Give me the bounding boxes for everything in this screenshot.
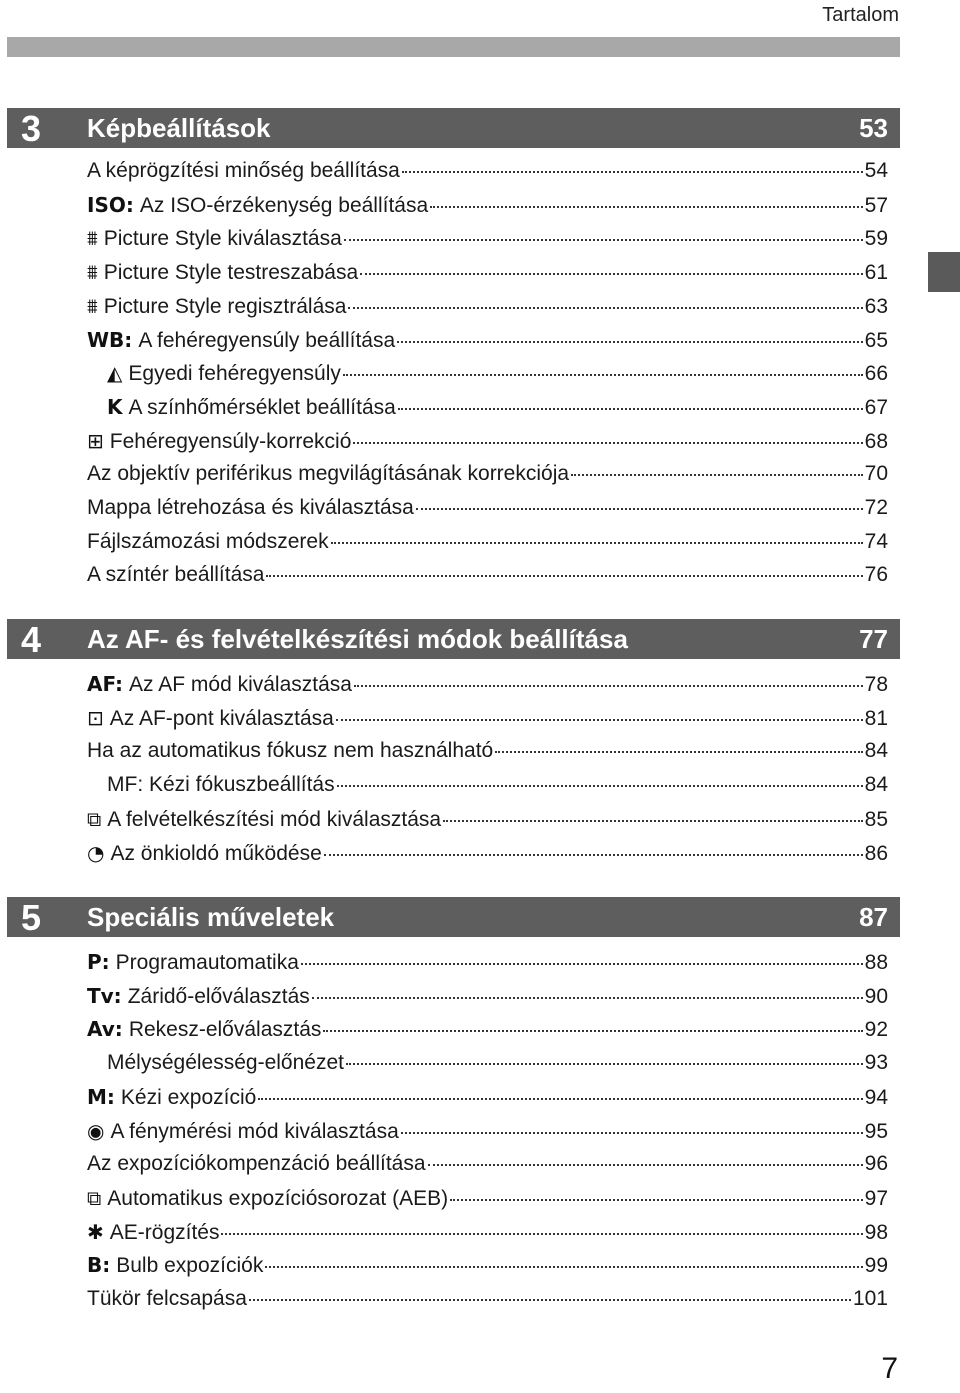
toc-label: AE-rögzítés [109,1220,220,1244]
toc-page-ref: 93 [864,1051,888,1075]
dot-leader [301,962,863,965]
toc-label: Bulb expozíciók [116,1254,264,1278]
toc-entry [87,838,888,868]
dot-leader [336,718,863,721]
manual-mode-icon: M: [87,1084,115,1109]
toc-label: Fájlszámozási módszerek [87,529,329,553]
chapter-bar [7,619,900,659]
toc-entry [87,493,888,523]
toc-page-ref: 66 [864,362,888,386]
dot-leader [344,238,863,241]
dot-leader [360,272,863,275]
toc-entry [87,325,888,355]
aperture-priority-icon: Av: [87,1017,123,1042]
toc-entry [87,1284,888,1314]
af-point-icon: ⊡ [87,705,104,730]
picture-style-icon: ⩩ [87,293,98,318]
dot-leader [343,373,863,376]
dot-leader [221,1232,862,1235]
dot-leader [495,750,862,753]
dot-leader [571,473,863,476]
toc-entry [107,1048,888,1078]
iso-icon: ISO: [87,192,134,217]
self-timer-icon: ◔ [87,840,105,865]
toc-label: Az AF mód kiválasztása [129,673,352,696]
program-mode-icon: P: [87,950,110,974]
toc-entry [107,770,888,800]
dot-leader [249,1298,851,1301]
dot-leader [402,170,863,173]
toc-page-ref: 95 [864,1119,888,1143]
toc-label: MF: Kézi fókuszbeállítás [107,773,335,797]
dot-leader [265,1265,862,1268]
toc-page-ref: 57 [864,193,888,217]
toc-page-ref: 63 [864,294,888,318]
toc-label: A színhőmérséklet beállítása [128,395,396,419]
toc-entry [87,257,888,287]
toc-page-ref: 59 [864,227,888,251]
toc-entry [87,426,888,456]
page-number: 7 [881,1352,898,1385]
toc-page-ref: 99 [864,1254,888,1278]
chapter-page: 77 [859,624,888,654]
dot-leader [324,853,863,856]
drive-mode-icon: ⧉ [87,1185,102,1210]
dot-leader [354,684,863,687]
toc-entry [87,1149,888,1179]
dot-leader [346,1062,863,1065]
dot-leader [428,1163,863,1166]
toc-entry [87,669,888,699]
toc-entry [87,981,888,1011]
toc-page-ref: 98 [864,1220,888,1244]
toc-entry [87,291,888,321]
toc-entry [87,560,888,590]
ae-lock-icon: ✱ [87,1219,104,1244]
dot-leader [331,541,863,544]
toc-label: A felvételkészítési mód kiválasztása [107,807,442,831]
toc-page-ref: 76 [864,563,888,587]
toc-label: Egyedi fehéregyensúly [128,362,341,386]
toc-entry [87,736,888,766]
white-balance-icon: WB: [87,327,133,352]
af-icon: AF: [87,672,124,696]
toc-entry [87,1250,888,1280]
dot-leader [312,996,863,999]
toc-label: Ha az automatikus fókusz nem használható [87,739,494,763]
dot-leader [323,1029,862,1032]
wb-correction-icon: ⊞ [87,428,104,453]
chapter-number: 4 [21,619,42,660]
shutter-priority-icon: Tv: [87,983,122,1008]
toc-entry [87,1116,888,1146]
toc-entry [87,1183,888,1213]
chapter-bar [7,108,900,148]
toc-label: A fehéregyensúly beállítása [138,328,396,352]
toc-label: Az expozíciókompenzáció beállítása [87,1152,426,1176]
toc-page-ref: 90 [864,984,888,1008]
dot-leader [397,340,862,343]
toc-page-ref: 67 [864,395,888,419]
toc-entry [87,527,888,557]
toc-label: Az önkioldó működése [110,841,322,865]
toc-page-ref: 74 [864,529,888,553]
running-head: Tartalom [822,4,899,26]
toc-page-ref: 94 [864,1085,888,1109]
color-temperature-icon: K [107,394,123,419]
toc-page-ref: 61 [864,261,888,285]
toc-page-ref: 101 [852,1287,888,1310]
toc-label: Fehéregyensúly-korrekció [109,429,352,453]
toc-entry [107,358,888,388]
toc-label: Az AF-pont kiválasztása [109,706,334,730]
toc-entry [107,392,888,422]
chapter-page: 53 [859,113,888,143]
toc-label: Rekesz-előválasztás [128,1018,322,1042]
toc-entry [87,947,888,977]
toc-label: Picture Style testreszabása [103,261,359,285]
toc-entry [87,703,888,733]
toc-label: A fénymérési mód kiválasztása [110,1119,399,1143]
toc-label: Kézi expozíció [120,1085,257,1109]
toc-page-ref: 78 [864,673,888,696]
dot-leader [348,306,862,309]
dot-leader [258,1097,862,1100]
toc-page-ref: 65 [864,328,888,352]
toc-page-ref: 68 [864,429,888,453]
bulb-mode-icon: B: [87,1253,111,1278]
toc-page-ref: 84 [864,773,888,797]
metering-mode-icon: ◉ [87,1118,105,1143]
toc-label: A színtér beállítása [87,563,265,587]
toc-entry [87,459,888,489]
chapter-title: Speciális műveletek [87,902,335,932]
dot-leader [416,507,863,510]
toc-entry [87,1014,888,1044]
toc-label: Mappa létrehozása és kiválasztása [87,496,414,519]
dot-leader [398,407,863,410]
toc-entry [87,1082,888,1112]
chapter-bar [7,897,900,937]
dot-leader [430,205,862,208]
custom-white-balance-icon: ◭ [107,361,123,386]
toc-label: Mélységélesség-előnézet [107,1051,344,1075]
dot-leader [450,1198,863,1201]
toc-page-ref: 85 [864,807,888,831]
dot-leader [401,1131,863,1134]
chapter-number: 3 [21,108,42,149]
toc-label: Picture Style kiválasztása [103,227,342,251]
toc-page-ref: 81 [864,706,888,730]
toc-label: A képrögzítési minőség beállítása [87,159,400,182]
toc-label: Záridő-előválasztás [127,984,310,1008]
toc-page-ref: 88 [864,951,888,974]
toc-label: Az ISO-érzékenység beállítása [139,193,429,217]
toc-page-ref: 84 [864,739,888,763]
picture-style-icon: ⩩ [87,226,98,251]
toc-page-ref: 92 [864,1018,888,1042]
chapter-page: 87 [859,902,888,932]
toc-page-ref: 54 [864,159,888,182]
chapter-title: Képbeállítások [87,113,271,143]
toc-page-ref: 97 [864,1186,888,1210]
toc-label: Automatikus expozíciósorozat (AEB) [107,1186,449,1210]
drive-mode-icon: ⧉ [87,806,102,831]
toc-entry [87,190,888,220]
dot-leader [443,819,863,822]
chapter-title: Az AF- és felvételkészítési módok beállítása [87,624,628,654]
toc-label: Picture Style regisztrálása [103,294,347,318]
toc-entry [87,156,888,186]
toc-page-ref: 70 [864,462,888,486]
toc-label: Programautomatika [115,951,299,974]
dot-leader [353,441,862,444]
toc-label: Tükör felcsapása [87,1287,247,1310]
dot-leader [266,574,862,577]
toc-entry [87,804,888,834]
chapter-number: 5 [21,897,42,938]
toc-page-ref: 86 [864,841,888,865]
toc-entry [87,223,888,253]
toc-entry [87,1217,888,1247]
chapter-edge-tab [928,252,960,292]
toc-label: Az objektív periférikus megvilágításának korrekciója [87,462,570,486]
toc-page-ref: 96 [864,1152,888,1176]
picture-style-icon: ⩩ [87,260,98,285]
top-rule [7,37,900,57]
dot-leader [337,784,863,787]
toc-page-ref: 72 [864,496,888,519]
